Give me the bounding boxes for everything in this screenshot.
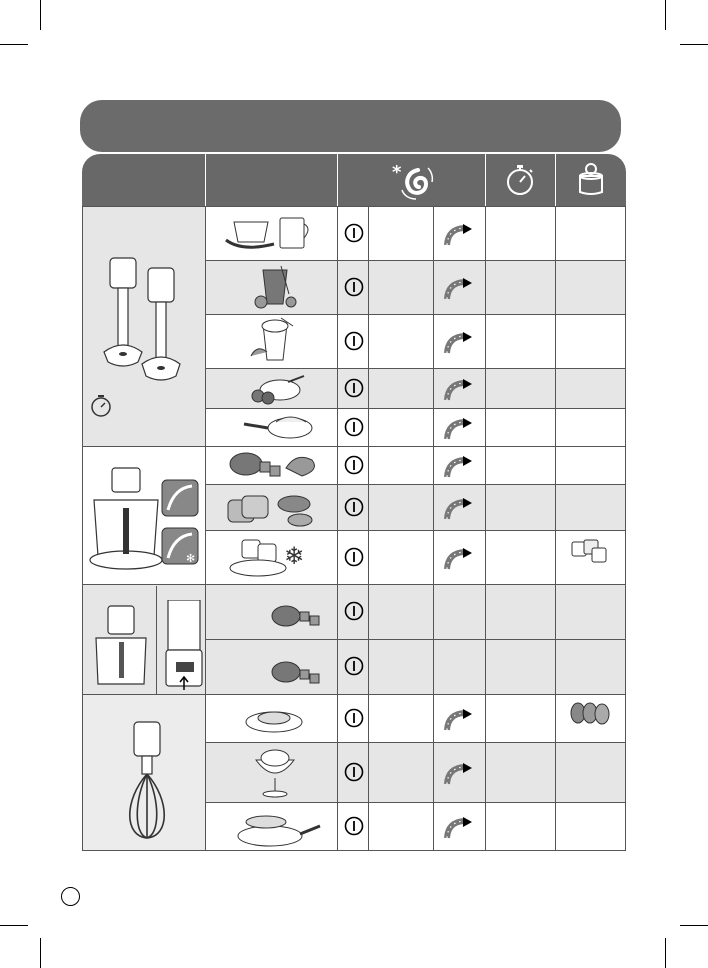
turbo-speed-arc-icon (442, 417, 476, 441)
turbo-speed-arc-icon (442, 378, 476, 402)
power-button-icon (344, 547, 364, 567)
power-button-icon (344, 816, 364, 836)
turbo-speed-arc-icon (442, 497, 476, 521)
header-divider (205, 154, 206, 206)
whisk-illustration (118, 720, 178, 844)
egg-white-cake-icon (240, 702, 306, 736)
power-button-icon (344, 762, 364, 782)
svg-text:✻: ✻ (186, 552, 196, 565)
header-divider (485, 154, 486, 206)
ice-cubes-icon (568, 536, 612, 566)
power-button-icon (344, 277, 364, 297)
turbo-speed-arc-icon (442, 223, 476, 247)
power-button-icon (344, 455, 364, 475)
crop-mark (40, 0, 41, 30)
pancake-batter-icon (240, 412, 330, 442)
header-divider (337, 154, 338, 206)
power-button-icon (344, 223, 364, 243)
svg-text:❄: ❄ (284, 542, 305, 570)
stopwatch-icon (90, 394, 112, 418)
turbo-speed-arc-icon (442, 455, 476, 479)
header-divider (555, 154, 556, 206)
turbo-speed-arc-icon (442, 547, 476, 571)
power-button-icon (344, 378, 364, 398)
meat-mini-icon (270, 602, 326, 632)
turbo-speed-arc-icon (442, 762, 476, 786)
turbo-speed-arc-icon (442, 708, 476, 732)
milkshake-food-icon (247, 316, 307, 364)
baby-food-icon (240, 372, 320, 406)
power-button-icon (344, 497, 364, 517)
power-button-icon (344, 656, 364, 676)
smoothie-food-icon (247, 264, 307, 310)
power-button-icon (344, 417, 364, 437)
turbo-speed-arc-icon (442, 277, 476, 301)
title-banner (80, 100, 621, 152)
power-button-icon (344, 601, 364, 621)
usage-table (82, 154, 626, 852)
crop-mark (680, 925, 708, 926)
ice-crushing-icon (228, 534, 328, 580)
crop-mark (0, 925, 28, 926)
svg-text:*: * (392, 162, 402, 183)
eggs-icon (568, 700, 614, 726)
crop-mark (40, 938, 41, 968)
soup-food-icon (222, 212, 322, 252)
table-header (82, 154, 626, 206)
crop-mark (0, 44, 28, 45)
turbo-speed-arc-icon (442, 331, 476, 355)
mini-chopper-illustration (88, 600, 206, 692)
crop-mark (665, 938, 666, 968)
chopper-bowl-illustration (88, 464, 203, 579)
dessert-cream-icon (250, 746, 300, 800)
stopwatch-icon (505, 164, 535, 196)
bread-nuts-icon (224, 490, 324, 530)
meat-mini-icon (270, 658, 326, 688)
language-marker (61, 887, 80, 906)
meat-chopping-icon (224, 450, 324, 480)
power-button-icon (344, 331, 364, 351)
turbo-speed-arc-icon (442, 816, 476, 840)
weight-icon (577, 162, 605, 196)
crop-mark (680, 44, 708, 45)
blender-foot-illustration (92, 254, 202, 394)
omelette-pan-icon (234, 810, 324, 850)
speed-dial-icon (390, 162, 436, 200)
power-button-icon (344, 708, 364, 728)
crop-mark (665, 0, 666, 30)
